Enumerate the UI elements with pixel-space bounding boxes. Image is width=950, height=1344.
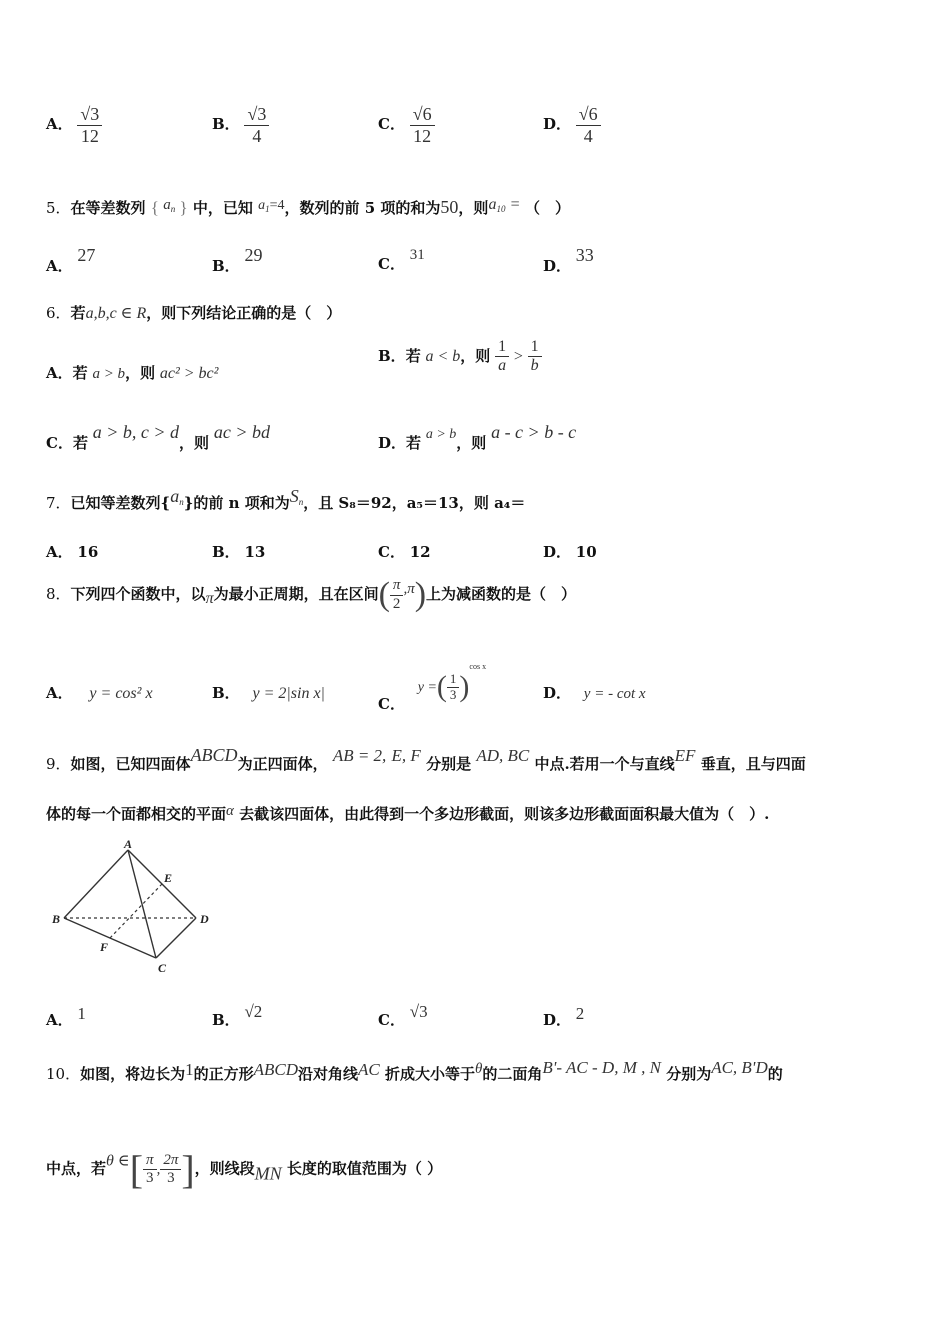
q9-option-a[interactable]: A． 1: [46, 1004, 86, 1029]
q7-option-a[interactable]: A． 16: [46, 543, 99, 561]
q9-option-d[interactable]: D． 2: [543, 1004, 585, 1029]
segment-ef: [110, 884, 162, 938]
q9-option-c[interactable]: C． √3: [378, 1002, 428, 1029]
q4-d-numerator: √6: [576, 104, 601, 126]
tetrahedron-diagram: [48, 836, 228, 981]
edge-cd: [156, 918, 196, 958]
q9-stem-line1: 9．如图，已知四面体ABCD为正四面体， AB = 2, E, F 分别是 AD, BC 中点.若用一个与直线EF 垂直，且与四面: [46, 745, 806, 773]
q4-b-numerator: √3: [244, 104, 269, 126]
q7-option-b[interactable]: B． 13: [212, 543, 266, 561]
q10-stem-line2: 中点，若θ ∈[ $\frac{\pi}{3}$ , $\frac{2\pi}{3}$ ]，则线段MN 长度的取值范围为（ ）: [46, 1147, 443, 1192]
q4-option-a[interactable]: A． $\frac{√3}{12}$: [46, 104, 102, 146]
q8-option-b[interactable]: B． y = 2|sin x|: [212, 684, 325, 702]
q9-option-b[interactable]: B． √2: [212, 1002, 263, 1029]
q6-option-a[interactable]: A．若 a > b，则 ac² > bc²: [46, 364, 219, 382]
q7-option-d[interactable]: D． 10: [543, 543, 597, 561]
label-f: F: [100, 940, 109, 954]
q8-option-c[interactable]: C． y =( $\frac{1}{3}$ )$^{cos x}$: [378, 662, 487, 713]
label-e: E: [164, 871, 173, 885]
q7-seq: $a_n$: [170, 486, 184, 507]
q8-option-d[interactable]: D． y = - cot x: [543, 684, 646, 702]
q4-option-c[interactable]: C． $\frac{√6}{12}$: [378, 104, 435, 146]
q6-option-c[interactable]: C．若 a > b, c > d，则 ac > bd: [46, 422, 270, 452]
q5-sum-value: 50: [440, 197, 459, 217]
q7-option-c[interactable]: C． 12: [378, 543, 431, 561]
q5-option-c[interactable]: C． 31: [378, 247, 425, 273]
q8-option-a[interactable]: A． y = cos² x: [46, 684, 153, 702]
q10-stem-line1: 10．如图，将边长为1的正方形ABCD沿对角线AC 折成大小等于θ的二面角B'- AC - D, M , N 分别为AC, B'D的: [46, 1058, 783, 1083]
q5-a1: $a_1$: [258, 198, 270, 214]
q5-stem: 5．在等差数列 { $a_n$ } 中，已知 $a_1=4$，数列的前 5 项的和为50，则$a_{10}$ = （ ）: [46, 196, 570, 217]
edge-ab: [64, 850, 128, 918]
label-a: A: [124, 837, 133, 851]
q8-stem: 8．下列四个函数中，以π为最小正周期，且在区间( $\frac{\pi}{2}$ ,π)上为减函数的是（ ）: [46, 576, 577, 613]
q6-option-b[interactable]: B．若 a < b，则 $\frac{1}{a}$ > $\frac{1}{b}$: [378, 338, 542, 376]
q6-stem: 6．若a,b,c ∈ R，则下列结论正确的是（ ）: [46, 304, 342, 322]
q5-option-b[interactable]: B． 29: [212, 245, 263, 275]
q4-d-denominator: 4: [583, 125, 593, 146]
q4-a-denominator: 12: [80, 125, 99, 146]
q4-option-b[interactable]: B． $\frac{√3}{4}$: [212, 104, 269, 146]
edge-ac: [128, 850, 156, 958]
label-b: B: [52, 912, 61, 926]
q4-b-denominator: 4: [252, 125, 262, 146]
q4-c-numerator: √6: [410, 104, 435, 126]
q5-option-d[interactable]: D． 33: [543, 245, 594, 275]
label-c: C: [158, 961, 167, 975]
q6-option-d[interactable]: D．若 a > b，则 a - c > b - c: [378, 422, 577, 452]
q5-a10: $a_{10}$: [488, 196, 506, 214]
q5-option-a[interactable]: A． 27: [46, 245, 96, 275]
q7-stem: 7．已知等差数列$\{a_n\}$的前 n 项和为$S_n$，且 S₈＝92，a₅＝13，则 a₄＝: [46, 486, 526, 512]
q4-option-d[interactable]: D． $\frac{√6}{4}$: [543, 104, 601, 146]
q9-stem-line2: 体的每一个面都相交的平面α 去截该四面体，由此得到一个多边形截面，则该多边形截面面积最大值为（ ）.: [46, 803, 770, 823]
q7-sn: $S_n$: [289, 486, 304, 507]
q4-a-numerator: √3: [77, 104, 102, 126]
tetrahedron-figure: [48, 836, 228, 985]
q5-seq: $a_n$: [163, 197, 176, 214]
q4-c-denominator: 12: [413, 125, 432, 146]
label-d: D: [200, 912, 209, 926]
